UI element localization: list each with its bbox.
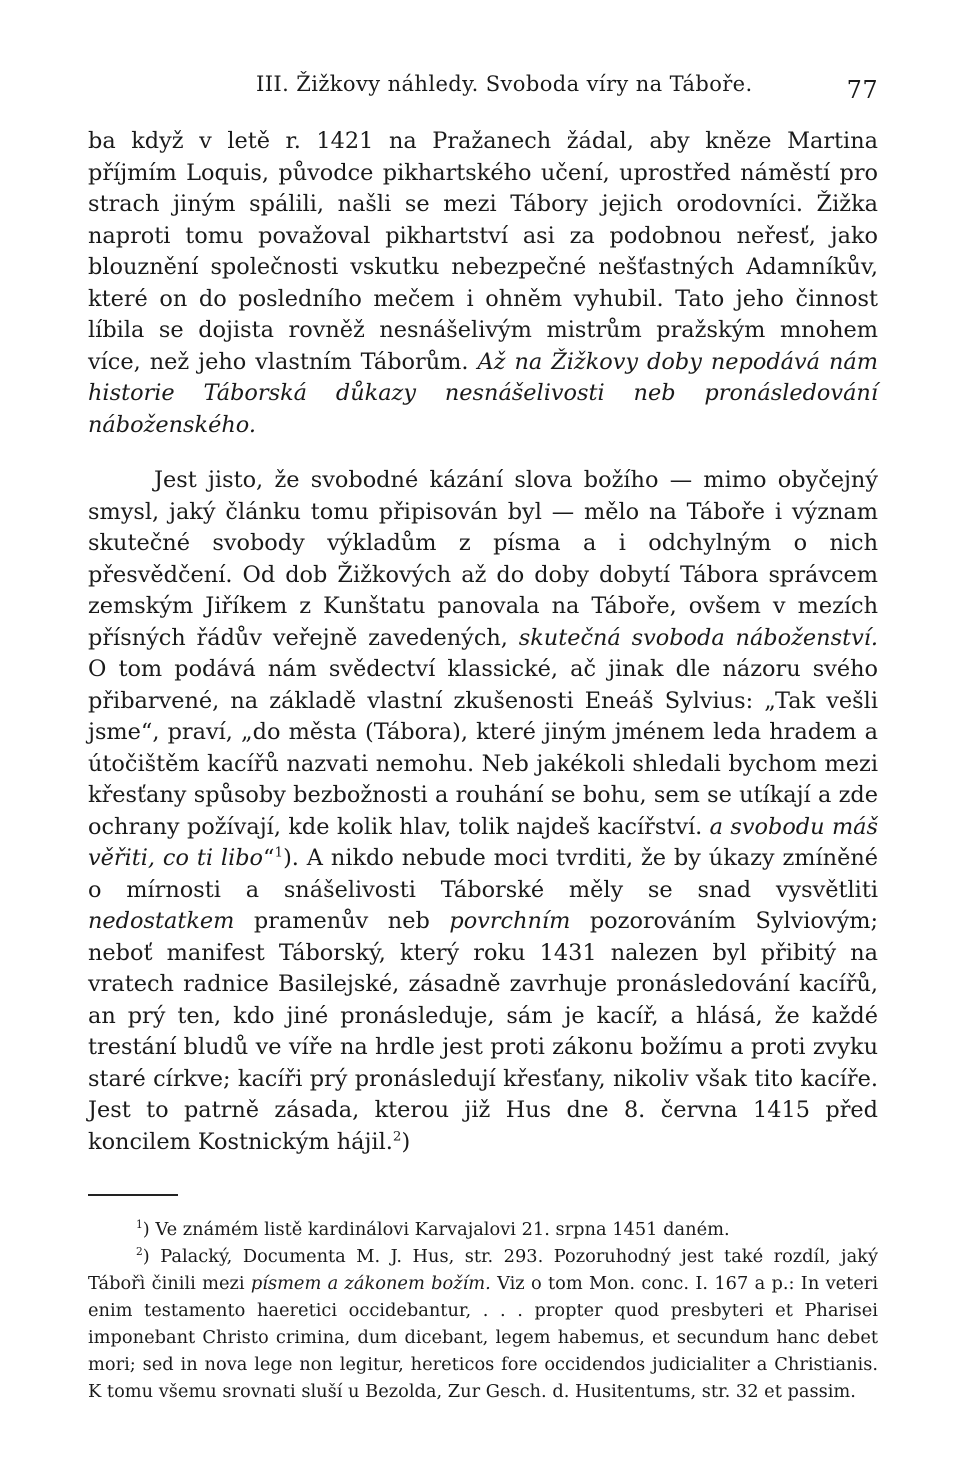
footnotes: [88, 1216, 878, 1405]
running-head: [88, 62, 878, 102]
footnote-ref: 2: [136, 1245, 143, 1259]
footnote-ref: 1: [136, 1218, 143, 1232]
book-page: [88, 62, 878, 1405]
text-segment: nedostatkem: [88, 908, 235, 934]
text-segment: Jest jisto, že svobodné kázání slova božího — mimo obyčejný smysl, jaký článku tomu připisován byl — mělo na Táboře i význam skutečné svobody výkladům z písma a i odchylným o nich přesvědčení. Od dob Žižkových až do doby dobytí Tábora správcem zemským Jiříkem z Kunštatu panovala na Táboře, ovšem v mezích přísných řádův veřejně zavedených,: [88, 467, 878, 651]
footnote-1: [88, 1216, 878, 1243]
chapter-title: III. Žižkovy náhledy. Svoboda víry na Táboře.: [256, 72, 753, 96]
text-segment: ): [401, 1128, 411, 1155]
text-segment: ). A nikdo nebude moci tvrditi, že by úkazy zmíněné o mírnosti a snášelivosti Táborské měly se snad vysvětliti: [88, 845, 878, 903]
text-segment: ) Ve známém listě kardinálovi Karvajalovi 21. srpna 1451 daném.: [142, 1219, 730, 1240]
footnote-ref: 2: [392, 1129, 402, 1145]
footnote-2: [88, 1243, 878, 1405]
paragraph-1: [88, 126, 878, 441]
text-segment: pramenův neb: [234, 908, 450, 934]
text-segment: “: [263, 845, 275, 871]
text-segment: Viz o tom Mon. conc. I. 167 a p.: In veteri enim testamento haeretici occidebantur, . . . propter quod presbyteri et Pharisei imponebant Christo crimina, dum dicebant, legem habemus, et secundum hanc debet mori; sed in nova lege non legitur, hereticos fore occidendos judicialiter a Christianis. K tomu všemu srovnati sluší u Bezolda, Zur Gesch. d. Husitentums, str. 32 et passim.: [88, 1273, 879, 1402]
text-segment: ) Palacký, Documenta M. J. Hus, str. 293. Pozoruhodný jest také rozdíl, jaký Tábořì činili mezi: [88, 1246, 878, 1294]
footnote-divider: [88, 1194, 178, 1196]
text-segment: O tom podává nám svědectví klassické, ač jinak dle názoru svého přibarvené, na základě vlastní zkušenosti Eneáš Sylvius: „Tak vešli jsme“, praví, „do města (Tábora), které jiným jménem leda hradem a útočištěm kacířů nazvati nemohu. Neb jakékoli shledali bychom mezi křesťany spůsoby bezbožnosti a rouhání se bohu, sem se utíkají a zde ochrany požívají, kde kolik hlav, tolik najdeš kacířství.: [88, 656, 878, 840]
footnote-ref: 1: [274, 845, 284, 861]
text-segment: a svobodu máš věřiti, co ti libo: [88, 813, 879, 871]
text-segment: písmem a zákonem božím.: [250, 1273, 491, 1294]
text-segment: Až na Žižkovy doby nepodává nám historie Táborská důkazy nesnášelivosti neb pronásledování náboženského.: [88, 348, 878, 438]
page-number: 77: [846, 76, 878, 104]
text-segment: povrchním: [449, 908, 571, 934]
text-segment: pozorováním Sylviovým; neboť manifest Táborský, který roku 1431 nalezen byl přibitý na vratech radnice Basilejské, zásadně zavrhuje pronásledování kacířů, an prý ten, kdo jiné pronásleduje, sám je kacíř, a hlásá, že každé trestání bludů ve víře na hrdle jest proti zákonu božímu a proti zvyku staré církve; kacíři prý pronásledují křesťany, nikoliv však tito kacíře. Jest to patrně zásada, kterou již Hus dne 8. června 1415 před koncilem Kostnickým hájil.: [88, 908, 878, 1155]
text-segment: ba když v letě r. 1421 na Pražanech žádal, aby kněze Martina příjmím Loquis, původce pikhartského učení, uprostřed náměstí pro strach jiným spálili, našli se mezi Tábory jejich orodovníci. Žižka naproti tomu považoval pikhartství asi za podobnou neřesť, jako blouznění společnosti vskutku nebezpečné nešťastných Adamníkův, které on do posledního mečem i ohněm vyhubil. Tato jeho činnost líbila se dojista rovněž nesnášelivým mistrům pražským mnohem více, než jeho vlastním Táborům.: [88, 128, 878, 375]
body-text: [88, 126, 878, 1158]
text-segment: skutečná svoboda náboženství.: [518, 624, 879, 651]
paragraph-2: [88, 465, 878, 1158]
